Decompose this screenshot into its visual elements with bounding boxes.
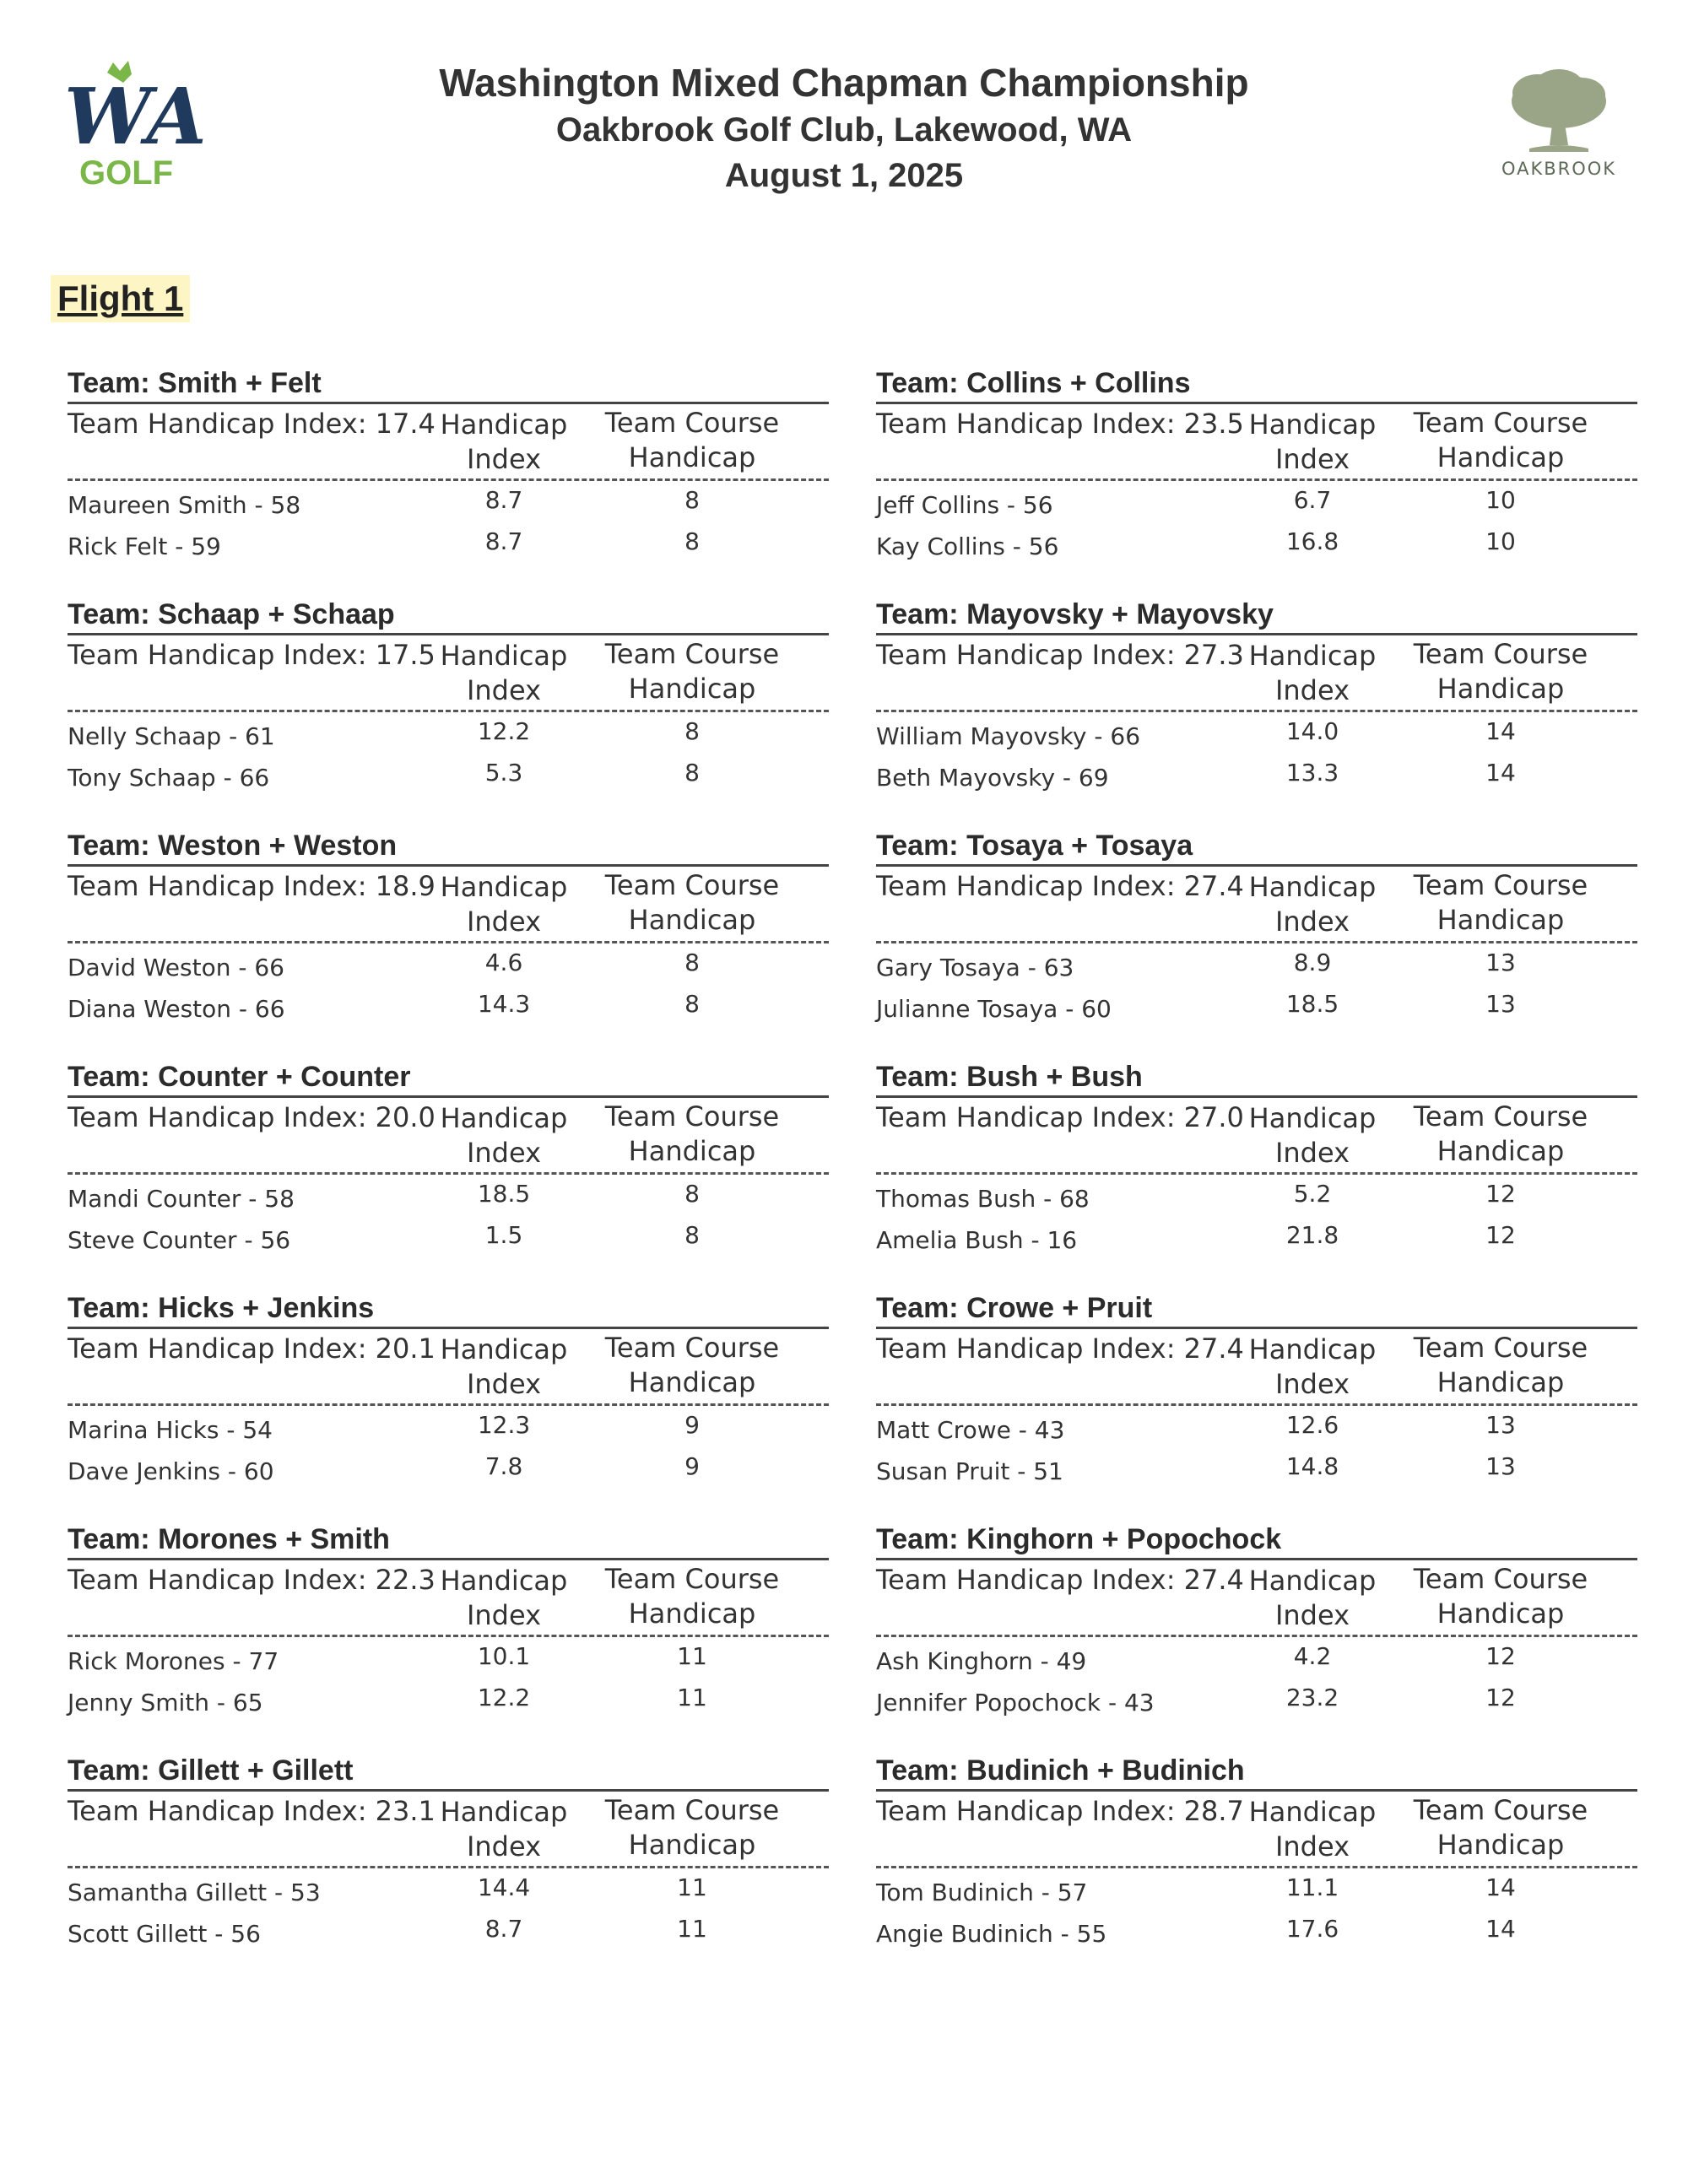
player-row xyxy=(68,1910,829,1951)
player-course-handicap: 9 xyxy=(684,1411,700,1439)
team-course-handicap-header xyxy=(1399,1793,1602,1862)
team-name: Team: Tosaya + Tosaya xyxy=(876,827,1637,867)
team-name: Team: Schaap + Schaap xyxy=(68,596,829,635)
player-handicap-index: 23.2 xyxy=(1285,1684,1339,1711)
team-name: Team: Collins + Collins xyxy=(876,365,1637,404)
team-name: Team: Smith + Felt xyxy=(68,365,829,404)
handicap-index-header-line2: Index xyxy=(1274,674,1350,706)
player-handicap-index: 14.0 xyxy=(1285,717,1339,745)
player-handicap-index: 14.3 xyxy=(477,990,531,1018)
handicap-index-header-line1: Handicap xyxy=(440,871,568,903)
team-header-row xyxy=(68,1792,829,1868)
team-course-handicap-header xyxy=(591,1100,793,1169)
team-course-header-line2: Handicap xyxy=(628,441,756,473)
player-name: Jennifer Popochock - 43 xyxy=(876,1689,1155,1716)
player-row xyxy=(876,712,1637,754)
player-course-handicap: 13 xyxy=(1485,1411,1516,1439)
team-header-row xyxy=(876,1098,1637,1175)
player-row xyxy=(68,754,829,795)
team-course-header-line1: Team Course xyxy=(1413,1100,1588,1133)
handicap-index-header-line1: Handicap xyxy=(1248,640,1377,672)
team-block xyxy=(876,1752,1637,1983)
team-header-row xyxy=(68,1098,829,1175)
handicap-index-header-line2: Index xyxy=(466,1599,542,1631)
handicap-index-header-line1: Handicap xyxy=(1248,1333,1377,1365)
player-name: Nelly Schaap - 61 xyxy=(68,722,275,750)
player-name: Diana Weston - 66 xyxy=(68,995,285,1023)
player-course-handicap: 12 xyxy=(1485,1684,1516,1711)
player-course-handicap: 8 xyxy=(684,1221,700,1249)
team-block xyxy=(876,1058,1637,1289)
player-handicap-index: 21.8 xyxy=(1285,1221,1339,1249)
player-row xyxy=(68,1216,829,1257)
player-handicap-index: 8.7 xyxy=(484,527,523,555)
player-name: Tony Schaap - 66 xyxy=(68,764,270,792)
handicap-index-header xyxy=(432,1564,576,1633)
team-course-header-line1: Team Course xyxy=(1413,1563,1588,1595)
team-header-row xyxy=(68,1560,829,1637)
player-handicap-index: 14.8 xyxy=(1285,1452,1339,1480)
team-course-handicap-header xyxy=(591,637,793,706)
team-course-header-line1: Team Course xyxy=(604,1794,780,1826)
team-course-header-line2: Handicap xyxy=(1436,441,1565,473)
player-row xyxy=(876,985,1637,1026)
player-row xyxy=(876,522,1637,564)
player-row xyxy=(68,1637,829,1679)
team-block xyxy=(68,827,829,1058)
team-handicap-index: Team Handicap Index: 22.3 xyxy=(68,1564,436,1596)
team-course-header-line1: Team Course xyxy=(1413,407,1588,439)
team-handicap-index: Team Handicap Index: 17.5 xyxy=(68,639,436,671)
team-header-row xyxy=(876,635,1637,712)
team-course-header-line1: Team Course xyxy=(604,407,780,439)
handicap-index-header-line2: Index xyxy=(1274,443,1350,475)
player-course-handicap: 8 xyxy=(684,759,700,787)
team-course-header-line1: Team Course xyxy=(604,1563,780,1595)
team-block xyxy=(68,365,829,596)
handicap-index-header-line1: Handicap xyxy=(440,1333,568,1365)
player-handicap-index: 4.2 xyxy=(1293,1642,1332,1670)
player-name: William Mayovsky - 66 xyxy=(876,722,1141,750)
player-name: Jeff Collins - 56 xyxy=(876,491,1053,519)
player-row xyxy=(876,481,1637,522)
team-block xyxy=(876,1521,1637,1752)
handicap-index-header-line1: Handicap xyxy=(440,640,568,672)
handicap-index-header-line2: Index xyxy=(1274,1368,1350,1400)
team-course-handicap-header xyxy=(591,1562,793,1631)
player-row xyxy=(68,481,829,522)
team-course-header-line2: Handicap xyxy=(628,673,756,705)
team-name: Team: Kinghorn + Popochock xyxy=(876,1521,1637,1560)
team-course-handicap-header xyxy=(1399,1100,1602,1169)
player-handicap-index: 11.1 xyxy=(1285,1873,1339,1901)
team-block xyxy=(68,596,829,827)
oak-tree-icon xyxy=(1479,68,1639,156)
player-handicap-index: 8.9 xyxy=(1293,949,1332,976)
handicap-index-header-line2: Index xyxy=(1274,905,1350,938)
team-course-header-line1: Team Course xyxy=(1413,1794,1588,1826)
player-course-handicap: 10 xyxy=(1485,527,1516,555)
team-block xyxy=(68,1752,829,1983)
player-course-handicap: 11 xyxy=(677,1684,707,1711)
player-row xyxy=(68,1175,829,1216)
player-name: Mandi Counter - 58 xyxy=(68,1185,295,1213)
team-header-row xyxy=(68,635,829,712)
team-course-handicap-header xyxy=(1399,1562,1602,1631)
team-course-header-line1: Team Course xyxy=(604,1332,780,1364)
flight-label: Flight 1 xyxy=(51,275,190,322)
player-row xyxy=(876,1175,1637,1216)
player-handicap-index: 12.2 xyxy=(477,1684,531,1711)
player-row xyxy=(876,1216,1637,1257)
player-name: Kay Collins - 56 xyxy=(876,532,1059,560)
player-handicap-index: 10.1 xyxy=(477,1642,531,1670)
handicap-index-header xyxy=(1241,408,1384,477)
handicap-index-header-line1: Handicap xyxy=(1248,871,1377,903)
player-row xyxy=(876,1868,1637,1910)
player-name: Maureen Smith - 58 xyxy=(68,491,301,519)
handicap-index-header-line2: Index xyxy=(1274,1137,1350,1169)
team-header-row xyxy=(876,1329,1637,1406)
player-handicap-index: 8.7 xyxy=(484,486,523,514)
team-handicap-index: Team Handicap Index: 27.3 xyxy=(876,639,1244,671)
oakbrook-logo xyxy=(1479,68,1639,194)
player-course-handicap: 8 xyxy=(684,990,700,1018)
handicap-index-header xyxy=(432,1333,576,1402)
team-course-header-line2: Handicap xyxy=(628,1597,756,1630)
player-name: Tom Budinich - 57 xyxy=(876,1879,1088,1906)
player-course-handicap: 14 xyxy=(1485,1915,1516,1943)
player-course-handicap: 12 xyxy=(1485,1180,1516,1208)
player-row xyxy=(876,943,1637,985)
team-handicap-index: Team Handicap Index: 23.5 xyxy=(876,408,1244,440)
player-name: Matt Crowe - 43 xyxy=(876,1416,1065,1444)
team-name: Team: Morones + Smith xyxy=(68,1521,829,1560)
player-handicap-index: 18.5 xyxy=(477,1180,531,1208)
team-header-row xyxy=(876,867,1637,943)
team-course-header-line2: Handicap xyxy=(628,1829,756,1861)
team-name: Team: Mayovsky + Mayovsky xyxy=(876,596,1637,635)
wa-golf-logo xyxy=(61,57,204,192)
team-handicap-index: Team Handicap Index: 27.0 xyxy=(876,1101,1244,1133)
team-course-header-line2: Handicap xyxy=(1436,904,1565,936)
player-course-handicap: 8 xyxy=(684,1180,700,1208)
team-course-header-line1: Team Course xyxy=(604,638,780,670)
player-row xyxy=(876,1406,1637,1447)
player-row xyxy=(68,943,829,985)
team-course-header-line2: Handicap xyxy=(628,1135,756,1167)
team-handicap-index: Team Handicap Index: 20.0 xyxy=(68,1101,436,1133)
player-row xyxy=(876,1910,1637,1951)
player-course-handicap: 8 xyxy=(684,717,700,745)
player-name: Rick Morones - 77 xyxy=(68,1647,279,1675)
player-handicap-index: 5.3 xyxy=(484,759,523,787)
player-course-handicap: 11 xyxy=(677,1915,707,1943)
player-course-handicap: 12 xyxy=(1485,1221,1516,1249)
team-course-header-line2: Handicap xyxy=(628,904,756,936)
team-course-header-line2: Handicap xyxy=(1436,1366,1565,1398)
player-handicap-index: 12.6 xyxy=(1285,1411,1339,1439)
team-name: Team: Budinich + Budinich xyxy=(876,1752,1637,1792)
player-course-handicap: 9 xyxy=(684,1452,700,1480)
team-block xyxy=(68,1289,829,1521)
player-row xyxy=(68,1868,829,1910)
team-course-header-line1: Team Course xyxy=(604,1100,780,1133)
team-header-row xyxy=(68,1329,829,1406)
player-name: Scott Gillett - 56 xyxy=(68,1920,261,1948)
team-handicap-index: Team Handicap Index: 18.9 xyxy=(68,870,436,902)
player-course-handicap: 11 xyxy=(677,1642,707,1670)
handicap-index-header xyxy=(1241,639,1384,708)
handicap-index-header-line2: Index xyxy=(466,1830,542,1862)
player-row xyxy=(68,522,829,564)
event-venue: Oakbrook Golf Club, Lakewood, WA xyxy=(555,111,1133,149)
player-row xyxy=(68,1679,829,1720)
team-block xyxy=(68,1058,829,1289)
team-name: Team: Counter + Counter xyxy=(68,1058,829,1098)
player-name: David Weston - 66 xyxy=(68,954,284,981)
handicap-index-header xyxy=(432,639,576,708)
wa-logo-letters: WA xyxy=(64,71,204,162)
handicap-index-header-line2: Index xyxy=(466,443,542,475)
player-course-handicap: 12 xyxy=(1485,1642,1516,1670)
player-course-handicap: 13 xyxy=(1485,1452,1516,1480)
player-row xyxy=(876,1679,1637,1720)
team-course-handicap-header xyxy=(1399,1331,1602,1400)
team-course-handicap-header xyxy=(1399,406,1602,475)
team-name: Team: Bush + Bush xyxy=(876,1058,1637,1098)
team-course-header-line1: Team Course xyxy=(604,869,780,901)
team-course-handicap-header xyxy=(591,1793,793,1862)
player-handicap-index: 6.7 xyxy=(1293,486,1332,514)
player-row xyxy=(876,1447,1637,1489)
player-handicap-index: 18.5 xyxy=(1285,990,1339,1018)
player-course-handicap: 14 xyxy=(1485,1873,1516,1901)
handicap-index-header xyxy=(1241,1564,1384,1633)
player-handicap-index: 5.2 xyxy=(1293,1180,1332,1208)
team-block xyxy=(876,596,1637,827)
handicap-index-header-line2: Index xyxy=(1274,1599,1350,1631)
player-handicap-index: 16.8 xyxy=(1285,527,1339,555)
player-course-handicap: 8 xyxy=(684,949,700,976)
team-course-handicap-header xyxy=(1399,868,1602,938)
player-row xyxy=(68,1406,829,1447)
player-name: Amelia Bush - 16 xyxy=(876,1226,1078,1254)
team-block xyxy=(876,827,1637,1058)
handicap-index-header-line1: Handicap xyxy=(440,1565,568,1597)
player-row xyxy=(876,1637,1637,1679)
handicap-index-header-line1: Handicap xyxy=(1248,1565,1377,1597)
handicap-index-header xyxy=(432,408,576,477)
team-block xyxy=(876,1289,1637,1521)
player-name: Samantha Gillett - 53 xyxy=(68,1879,321,1906)
team-name: Team: Hicks + Jenkins xyxy=(68,1289,829,1329)
player-name: Beth Mayovsky - 69 xyxy=(876,764,1109,792)
team-handicap-index: Team Handicap Index: 20.1 xyxy=(68,1333,436,1365)
handicap-index-header xyxy=(1241,1795,1384,1864)
wa-logo-golf: GOLF xyxy=(79,154,174,192)
player-name: Steve Counter - 56 xyxy=(68,1226,291,1254)
event-date: August 1, 2025 xyxy=(724,157,964,194)
player-name: Angie Budinich - 55 xyxy=(876,1920,1107,1948)
player-course-handicap: 11 xyxy=(677,1873,707,1901)
team-course-header-line1: Team Course xyxy=(1413,1332,1588,1364)
player-row xyxy=(68,712,829,754)
team-column-left xyxy=(68,365,829,1983)
player-course-handicap: 14 xyxy=(1485,759,1516,787)
player-course-handicap: 10 xyxy=(1485,486,1516,514)
team-block xyxy=(68,1521,829,1752)
team-name: Team: Crowe + Pruit xyxy=(876,1289,1637,1329)
team-course-header-line2: Handicap xyxy=(628,1366,756,1398)
team-name: Team: Weston + Weston xyxy=(68,827,829,867)
player-handicap-index: 17.6 xyxy=(1285,1915,1339,1943)
team-handicap-index: Team Handicap Index: 28.7 xyxy=(876,1795,1244,1827)
handicap-index-header-line1: Handicap xyxy=(1248,1102,1377,1134)
team-header-row xyxy=(876,1792,1637,1868)
team-course-header-line1: Team Course xyxy=(1413,638,1588,670)
team-block xyxy=(876,365,1637,596)
player-name: Thomas Bush - 68 xyxy=(876,1185,1090,1213)
player-course-handicap: 13 xyxy=(1485,949,1516,976)
page-header xyxy=(0,0,1688,219)
handicap-index-header-line2: Index xyxy=(1274,1830,1350,1862)
handicap-index-header xyxy=(432,1795,576,1864)
oakbrook-wordmark: OAKBROOK xyxy=(1501,159,1617,179)
player-handicap-index: 14.4 xyxy=(477,1873,531,1901)
handicap-index-header-line1: Handicap xyxy=(440,1102,568,1134)
player-handicap-index: 8.7 xyxy=(484,1915,523,1943)
team-course-header-line1: Team Course xyxy=(1413,869,1588,901)
player-name: Susan Pruit - 51 xyxy=(876,1457,1063,1485)
team-course-handicap-header xyxy=(591,406,793,475)
player-handicap-index: 7.8 xyxy=(484,1452,523,1480)
player-handicap-index: 13.3 xyxy=(1285,759,1339,787)
player-row xyxy=(876,754,1637,795)
player-name: Rick Felt - 59 xyxy=(68,532,221,560)
handicap-index-header-line2: Index xyxy=(466,674,542,706)
handicap-index-header-line2: Index xyxy=(466,1368,542,1400)
handicap-index-header-line1: Handicap xyxy=(1248,1796,1377,1828)
team-name: Team: Gillett + Gillett xyxy=(68,1752,829,1792)
team-course-handicap-header xyxy=(591,868,793,938)
handicap-index-header-line2: Index xyxy=(466,905,542,938)
player-name: Ash Kinghorn - 49 xyxy=(876,1647,1087,1675)
team-course-handicap-header xyxy=(591,1331,793,1400)
team-header-row xyxy=(876,404,1637,481)
event-title: Washington Mixed Chapman Championship xyxy=(439,61,1249,105)
team-handicap-index: Team Handicap Index: 27.4 xyxy=(876,870,1244,902)
handicap-index-header xyxy=(432,870,576,939)
team-header-row xyxy=(876,1560,1637,1637)
team-handicap-index: Team Handicap Index: 27.4 xyxy=(876,1333,1244,1365)
player-course-handicap: 14 xyxy=(1485,717,1516,745)
player-name: Gary Tosaya - 63 xyxy=(876,954,1074,981)
player-name: Dave Jenkins - 60 xyxy=(68,1457,274,1485)
team-handicap-index: Team Handicap Index: 17.4 xyxy=(68,408,436,440)
team-course-header-line2: Handicap xyxy=(1436,1829,1565,1861)
player-handicap-index: 4.6 xyxy=(484,949,523,976)
team-column-right xyxy=(876,365,1637,1983)
player-row xyxy=(68,1447,829,1489)
team-handicap-index: Team Handicap Index: 23.1 xyxy=(68,1795,436,1827)
player-name: Marina Hicks - 54 xyxy=(68,1416,273,1444)
player-handicap-index: 1.5 xyxy=(484,1221,523,1249)
handicap-index-header-line1: Handicap xyxy=(440,408,568,441)
player-name: Julianne Tosaya - 60 xyxy=(876,995,1112,1023)
player-handicap-index: 12.3 xyxy=(477,1411,531,1439)
team-course-header-line2: Handicap xyxy=(1436,673,1565,705)
player-course-handicap: 8 xyxy=(684,486,700,514)
player-course-handicap: 13 xyxy=(1485,990,1516,1018)
team-handicap-index: Team Handicap Index: 27.4 xyxy=(876,1564,1244,1596)
handicap-index-header xyxy=(1241,1333,1384,1402)
handicap-index-header-line1: Handicap xyxy=(440,1796,568,1828)
team-header-row xyxy=(68,404,829,481)
player-handicap-index: 12.2 xyxy=(477,717,531,745)
team-course-header-line2: Handicap xyxy=(1436,1135,1565,1167)
handicap-index-header xyxy=(1241,870,1384,939)
team-header-row xyxy=(68,867,829,943)
handicap-index-header xyxy=(432,1101,576,1170)
team-course-header-line2: Handicap xyxy=(1436,1597,1565,1630)
handicap-index-header-line2: Index xyxy=(466,1137,542,1169)
player-name: Jenny Smith - 65 xyxy=(68,1689,263,1716)
team-course-handicap-header xyxy=(1399,637,1602,706)
handicap-index-header xyxy=(1241,1101,1384,1170)
player-course-handicap: 8 xyxy=(684,527,700,555)
title-block xyxy=(338,59,1350,197)
player-row xyxy=(68,985,829,1026)
handicap-index-header-line1: Handicap xyxy=(1248,408,1377,441)
